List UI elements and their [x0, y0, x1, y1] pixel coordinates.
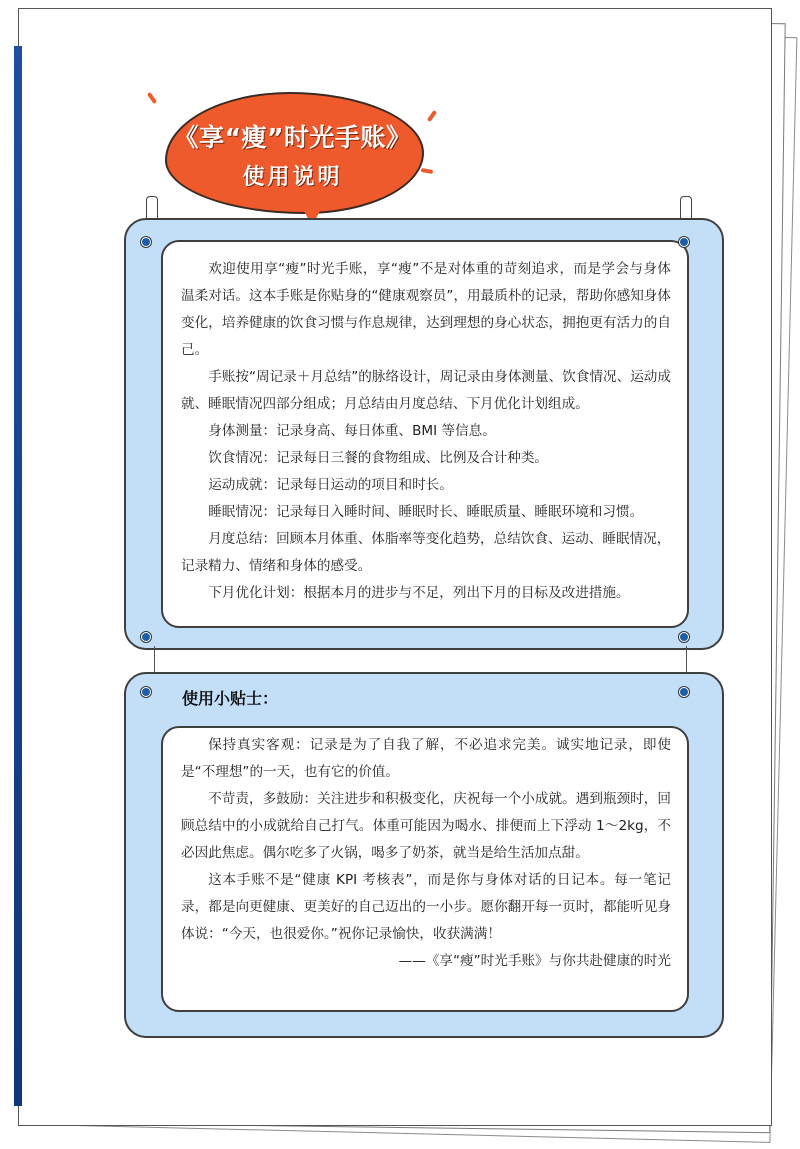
instructions-frame — [124, 218, 724, 650]
tips-panel — [161, 726, 689, 1012]
section-item-next-month-plan: 下月优化计划：根据本月的进步与不足，列出下月的目标及改进措施。 — [208, 585, 630, 601]
intro-paragraph: 欢迎使用享“瘦”时光手账，享“瘦”不是对体重的苛刻追求，而是学会与身体温柔对话。这本手账是你贴身的“健康观察员”，用最质朴的记录，帮助你感知身体变化，培养健康的饮食习惯与作息规律，达到理想的身心状态，拥抱更有活力的自己。 — [181, 261, 671, 358]
tips-frame — [124, 672, 724, 1038]
structure-paragraph: 手账按“周记录＋月总结”的脉络设计，周记录由身体测量、饮食情况、运动成就、睡眠情况四部分组成；月总结由月度总结、下月优化计划组成。 — [181, 369, 671, 412]
signature: ——《享“瘦”时光手账》与你共赴健康的时光 — [398, 953, 671, 969]
tip-paragraph: 不苛责，多鼓励：关注进步和积极变化，庆祝每一个小成就。遇到瓶颈时，回顾总结中的小成就给自己打气。体重可能因为喝水、排便而上下浮动 1～2kg，不必因此焦虑。偶尔吃多了火锅，喝多了奶茶，就当是给生活加点甜。 — [181, 791, 671, 861]
instructions-panel — [161, 240, 689, 628]
pin-icon — [679, 632, 689, 642]
pin-icon — [141, 632, 151, 642]
pin-icon — [141, 237, 151, 247]
instructions-text — [181, 256, 671, 607]
pin-icon — [679, 237, 689, 247]
section-item-body-measurement: 身体测量：记录身高、每日体重、BMI 等信息。 — [208, 423, 496, 439]
tip-paragraph: 这本手账不是“健康 KPI 考核表”，而是你与身体对话的日记本。每一笔记录，都是向更健康、更美好的自己迈出的一小步。愿你翻开每一页时，都能听见身体说：“今天，也很爱你。”祝你记录愉快，收获满满！ — [181, 872, 671, 942]
section-item-monthly-summary: 月度总结：回顾本月体重、体脂率等变化趋势，总结饮食、运动、睡眠情况，记录精力、情绪和身体的感受。 — [181, 531, 671, 574]
pin-icon — [141, 687, 151, 697]
tips-text — [181, 732, 671, 975]
page-edge-ribbon — [14, 46, 22, 1106]
pin-icon — [679, 687, 689, 697]
tip-paragraph: 保持真实客观：记录是为了自我了解，不必追求完美。诚实地记录，即使是“不理想”的一天，也有它的价值。 — [181, 737, 671, 780]
page-subtitle: 使用说明 — [242, 165, 343, 190]
page-title: 《享“瘦”时光手账》 — [173, 123, 412, 152]
section-item-exercise: 运动成就：记录每日运动的项目和时长。 — [208, 477, 453, 493]
section-item-diet: 饮食情况：记录每日三餐的食物组成、比例及合计种类。 — [208, 450, 549, 466]
tips-heading: 使用小贴士： — [182, 689, 279, 708]
section-item-sleep: 睡眠情况：记录每日入睡时间、睡眠时长、睡眠质量、睡眠环境和习惯。 — [208, 504, 644, 520]
